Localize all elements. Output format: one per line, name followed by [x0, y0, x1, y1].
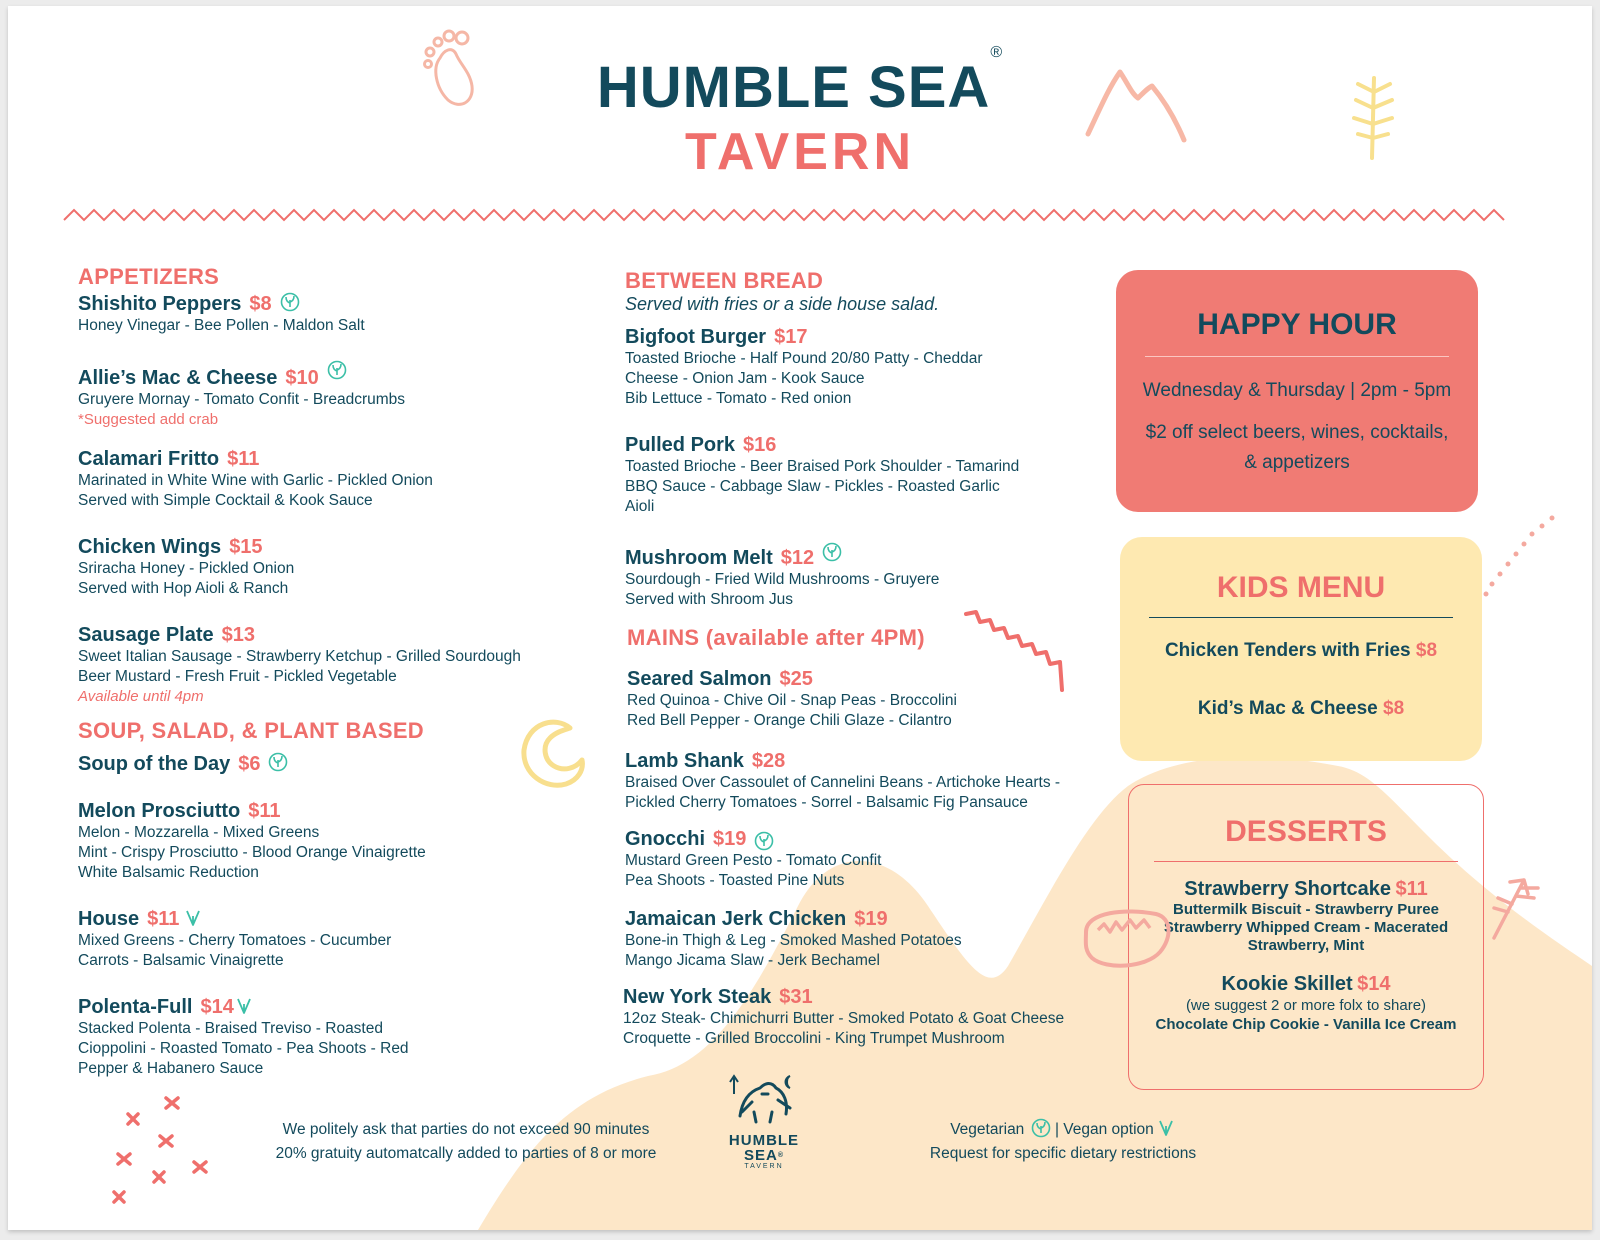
- bigfoot-logo-icon: [726, 1072, 802, 1128]
- brand-subtitle: TAVERN: [684, 123, 916, 181]
- desserts-box: [1128, 784, 1484, 1090]
- happy-hour-box: [1116, 270, 1478, 512]
- footer-policy: We politely ask that parties do not exceed 90 minutes 20% gratuity automatcally added to parties of 8 or more: [275, 1121, 657, 1162]
- footer-dietary-legend: Vegetarian | Vegan option Request for specific dietary restrictions: [908, 1118, 1218, 1166]
- menu-item-new-york-steak: New York Steak $31 12oz Steak- Chimichurri Butter - Smoked Potato & Goat Cheese Croquette - Grilled Broccolini - King Trumpet Mushroom: [623, 986, 1065, 1047]
- menu-item-lamb-shank: Lamb Shank $28 Braised Over Cassoulet of Cannelini Beans - Artichoke Hearts - Pickled Cherry Tomatoes - Sorrel - Balsamic Fig Pansauce: [625, 750, 1061, 811]
- squiggle-decoration: [960, 606, 1070, 696]
- menu-item-shishito-peppers: Shishito Peppers $8 Honey Vinegar - Bee Pollen - Maldon Salt: [78, 293, 365, 334]
- vegetarian-icon: [822, 542, 842, 562]
- zigzag-divider: [62, 206, 1512, 224]
- happy-hour-offer-line2: & appetizers: [1244, 452, 1350, 473]
- footer-logo: HUMBLE SEA® TAVERN: [726, 1072, 802, 1170]
- menu-item-chicken-wings: Chicken Wings $15 Sriracha Honey - Pickled Onion Served with Hop Aioli & Ranch: [78, 536, 295, 597]
- section-heading-between-bread: BETWEEN BREAD: [625, 268, 824, 293]
- dotted-trail-decoration: [1482, 512, 1562, 602]
- menu-item-bigfoot-burger: Bigfoot Burger $17 Toasted Brioche - Half Pound 20/80 Patty - Cheddar Cheese - Onion Jam - Kook Sauce Bib Lettuce - Tomato - Red onion: [625, 326, 983, 407]
- vegetarian-icon: [280, 292, 300, 312]
- happy-hour-schedule: Wednesday & Thursday | 2pm - 5pm: [1142, 380, 1452, 401]
- x-marks-decoration: [108, 1092, 228, 1212]
- vegetarian-icon: [327, 360, 347, 380]
- brand-title: HUMBLE SEA®: [596, 43, 1004, 120]
- moon-icon: [516, 714, 586, 794]
- vegetarian-icon: [754, 831, 774, 851]
- menu-item-pulled-pork: Pulled Pork $16 Toasted Brioche - Beer Braised Pork Shoulder - Tamarind BBQ Sauce - Cabbage Slaw - Pickles - Roasted Garlic Aioli: [625, 434, 1020, 515]
- desserts-title: DESSERTS: [1225, 815, 1387, 848]
- vegan-icon: [1156, 1118, 1176, 1138]
- menu-item-jamaican-jerk-chicken: Jamaican Jerk Chicken $19 Bone-in Thigh & Leg - Smoked Mashed Potatoes Mango Jicama Slaw - Jerk Bechamel: [625, 908, 962, 969]
- kids-menu-title: KIDS MENU: [1216, 571, 1386, 604]
- menu-item-melon-prosciutto: Melon Prosciutto $11 Melon - Mozzarella - Mixed Greens Mint - Crispy Prosciutto - Blood Orange Vinaigrette White Balsamic Reduction: [78, 800, 426, 881]
- menu-item-polenta-full: Polenta-Full $14 Stacked Polenta - Braised Treviso - Roasted Cioppolini - Roasted Tomato - Pea Shoots - Red Pepper & Habanero Sauce: [78, 996, 409, 1077]
- vegetarian-icon: [268, 752, 288, 772]
- strawberry-icon: [1076, 902, 1176, 972]
- kids-menu-divider: [1149, 617, 1453, 618]
- dessert-kookie-skillet: Kookie Skillet $14 (we suggest 2 or more folx to share) Chocolate Chip Cookie - Vanilla Ice Cream: [1155, 973, 1457, 1033]
- menu-item-soup-of-the-day: Soup of the Day $6: [78, 752, 288, 776]
- section-heading-soup-salad: SOUP, SALAD, & PLANT BASED: [78, 718, 424, 743]
- kids-item-mac-cheese: Kid’s Mac & Cheese $8: [1197, 698, 1405, 719]
- kids-item-chicken-tenders: Chicken Tenders with Fries $8: [1164, 640, 1438, 661]
- happy-hour-title: HAPPY HOUR: [1197, 308, 1397, 341]
- vegan-icon: [234, 996, 254, 1016]
- menu-item-mushroom-melt: Mushroom Melt $12 Sourdough - Fried Wild Mushrooms - Gruyere Served with Shroom Jus: [625, 542, 939, 610]
- vegetarian-icon: [1031, 1118, 1051, 1138]
- section-heading-appetizers: APPETIZERS: [78, 264, 220, 289]
- happy-hour-divider: [1145, 356, 1449, 357]
- vegan-icon: [183, 908, 203, 928]
- section-heading-mains: MAINS (available after 4PM): [627, 625, 925, 650]
- dessert-strawberry-shortcake: Strawberry Shortcake $11 Buttermilk Biscuit - Strawberry Puree Strawberry Whipped Cream - Macerated Strawberry, Mint: [1163, 878, 1449, 954]
- arrow-icon: [1484, 868, 1544, 948]
- desserts-divider: [1154, 861, 1458, 862]
- between-bread-note: Served with fries or a side house salad.: [625, 294, 940, 314]
- menu-item-house-salad: House $11 Mixed Greens - Cherry Tomatoes - Cucumber Carrots - Balsamic Vinaigrette: [78, 908, 392, 969]
- menu-item-calamari-fritto: Calamari Fritto $11 Marinated in White Wine with Garlic - Pickled Onion Served with Simple Cocktail & Kook Sauce: [78, 448, 433, 509]
- menu-sheet: [8, 6, 1592, 1230]
- kids-menu-box: [1120, 537, 1482, 761]
- menu-item-seared-salmon: Seared Salmon $25 Red Quinoa - Chive Oil - Snap Peas - Broccolini Red Bell Pepper - Orange Chili Glaze - Cilantro: [627, 668, 957, 729]
- menu-item-allies-mac-cheese: Allie’s Mac & Cheese $10 Gruyere Mornay - Tomato Confit - Breadcrumbs *Suggested add crab: [78, 360, 405, 430]
- happy-hour-offer-line1: $2 off select beers, wines, cocktails,: [1145, 422, 1449, 443]
- menu-item-gnocchi: Gnocchi $19 Mustard Green Pesto - Tomato Confit Pea Shoots - Toasted Pine Nuts: [625, 828, 882, 889]
- menu-item-sausage-plate: Sausage Plate $13 Sweet Italian Sausage - Strawberry Ketchup - Grilled Sourdough Beer Mustard - Fresh Fruit - Pickled Vegetable Available until 4pm: [78, 624, 521, 705]
